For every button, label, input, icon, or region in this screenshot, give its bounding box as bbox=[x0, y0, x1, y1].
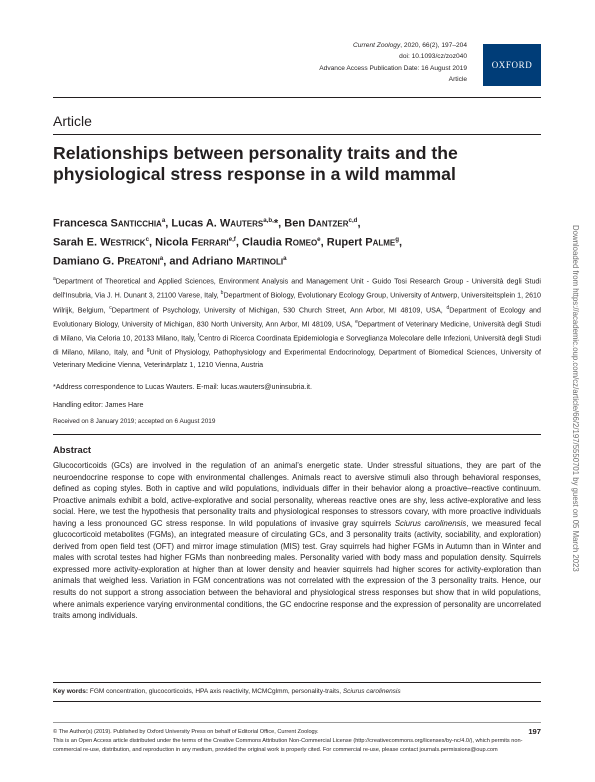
affiliation-text: Department of Theoretical and Applied Sciences, Environment Analysis and Management Unit - Guido Tosi Research Group - Università degli Studi dell'Insubria, Via J. H. Dunant 3, 21100 Varese, Italy, bbox=[53, 277, 541, 300]
author-affiliation-mark: a bbox=[159, 255, 164, 263]
author-separator: , bbox=[235, 236, 242, 249]
abstract-body: Glucocorticoids (GCs) are involved in the regulation of an animal’s energetic state. Under stressful situations, they are part of the neuroendocrine response to cope with environmental challenges. Animals react to aversive stimuli also through behavioral responses, defined as coping styles. Both in captive and wild populations, individuals differ in their behavior along a proactive–reactive continuum. Proactive animals exhibit a bold, active-explorative and social personality, whereas reactive ones are shy, less active-explorative and less social. Here, we test the hypothesis that personality traits and physiological responses to stressors covary, with more proactive individuals having a less pronounced GC stress response. In wild populations of invasive gray squirrels Sciurus carolinensis, we measured fecal glucocorticoid metabolites (FGMs), an integrated measure of circulating GCs, and 3 personality traits (activity, sociability, and exploration) derived from open field test (OFT) and mirror image stimulation (MIS) test. Gray squirrels had higher FGMs in Autumn than in Winter and males with scrotal testes had higher FGMs than nonbreeding males. Personality varied with body mass and population density. Squirrels expressed more activity-exploration at higher than at lower density and heavier squirrels had higher scores for activity-exploration than animals that weighed less. Variation in FGM concentrations was not correlated with the expression of the 3 personality traits. Hence, our results do not support a strong association between the behavioral and physiological stress responses but show that in wild populations, where animals experience varying environmental conditions, the GC endocrine response and the expression of personality are uncorrelated traits among individuals. bbox=[53, 461, 541, 621]
author-given-name: Damiano G. bbox=[53, 255, 118, 268]
affiliation-mark: d bbox=[446, 304, 450, 311]
author-given-name: Sarah E. bbox=[53, 236, 101, 249]
author-affiliation-mark: e,f bbox=[228, 236, 236, 244]
journal-meta bbox=[319, 40, 467, 86]
footer bbox=[53, 728, 541, 754]
author-line-2 bbox=[53, 232, 483, 251]
author-given-name: Francesca bbox=[53, 217, 111, 230]
author-line-3 bbox=[53, 251, 483, 270]
affiliation-text: Centro di Ricerca Coordinata Epidemiologia e Sorveglianza Molecolare delle Infezioni, Università degli Studi di Milano, Milano, Italy, and bbox=[53, 334, 541, 357]
download-notice: Downloaded from https://academic.oup.com/cz/article/66/2/197/5550701 by guest on 05 March 2023 bbox=[571, 225, 580, 572]
author-affiliation-mark: e bbox=[317, 236, 321, 244]
author-given-name: Lucas A. bbox=[171, 217, 220, 230]
author-separator: , bbox=[399, 236, 403, 249]
author-surname: Ferrari bbox=[191, 236, 229, 249]
author-affiliation-mark: c,d bbox=[348, 217, 358, 224]
affiliation-text: Department of Veterinary Medicine, Università degli Studi di Milano, Via Celoria 10, 20133 Milano, Italy, bbox=[53, 320, 541, 343]
affiliation-mark: c bbox=[109, 304, 112, 311]
journal-section: Article bbox=[448, 76, 467, 84]
author-separator: *, bbox=[273, 217, 285, 230]
license: This is an Open Access article distributed under the terms of the Creative Commons Attribution Non-Commercial License (http://creativecommons.org/licenses/by-nc/4.0/), which permits non-commercial re-use, distribution, and reproduction in any medium, provided the original work is properly cited. For commercial re-use, please contact journals.permissions@oup.com bbox=[53, 737, 523, 753]
header-rule bbox=[53, 97, 541, 98]
author-affiliation-mark: c bbox=[145, 236, 150, 244]
received-dates: Received on 8 January 2019; accepted on 6 August 2019 bbox=[53, 418, 216, 425]
affiliation-text: Department of Psychology, University of Michigan, 530 Church Street, Ann Arbor, MI 48109, USA, bbox=[111, 305, 447, 314]
author-given-name: Ben bbox=[284, 217, 309, 230]
author-surname: Palme bbox=[365, 236, 396, 249]
footer-rule bbox=[53, 722, 541, 723]
author-separator: , bbox=[320, 236, 327, 249]
affiliation-text: Department of Ecology and Evolutionary Biology, University of Michigan, 830 North University, Ann Arbor, MI 48109, USA, bbox=[53, 305, 541, 329]
abstract-heading: Abstract bbox=[53, 444, 92, 455]
author-separator: , and bbox=[163, 255, 192, 268]
affiliation-mark: b bbox=[220, 290, 224, 297]
affiliation-text: Department of Biology, Evolutionary Ecology Group, University of Antwerp, Universiteitsplein 1, 2610 Wilrijk, Belgium, bbox=[53, 291, 541, 314]
keywords-rule-bottom bbox=[53, 701, 541, 702]
author-surname: Westrick bbox=[100, 236, 146, 249]
affiliation-text: Unit of Physiology, Pathophysiology and Experimental Endocrinology, Department of Biomedical Sciences, University of Veterinary Medicine Vienna, Veterinärplatz 1, 1210 Vienna, Austria bbox=[53, 348, 541, 369]
journal-citation: Current Zoology, 2020, 66(2), 197–204 bbox=[352, 42, 467, 49]
author-affiliation-mark: a bbox=[161, 217, 166, 224]
author-given-name: Rupert bbox=[326, 236, 366, 249]
affiliation-mark: g bbox=[146, 347, 150, 354]
author-separator: , bbox=[165, 217, 172, 230]
keywords-rule-top bbox=[53, 682, 541, 683]
copyright: © The Author(s) (2019). Published by Oxford University Press on behalf of Editorial Office, Current Zoology. bbox=[53, 729, 319, 735]
author-affiliation-mark: a,b, bbox=[263, 217, 274, 224]
page-number: 197 bbox=[528, 727, 541, 736]
abstract-rule bbox=[53, 434, 541, 435]
author-surname: Romeo bbox=[284, 236, 318, 249]
journal-doi: doi: 10.1093/cz/zoz040 bbox=[399, 53, 467, 61]
author-surname: Martinoli bbox=[236, 255, 284, 268]
advance-access-date: Advance Access Publication Date: 16 August 2019 bbox=[319, 64, 467, 72]
correspondence: *Address correspondence to Lucas Wauters. E-mail: lucas.wauters@uninsubria.it. bbox=[53, 383, 313, 391]
author-affiliation-mark: g bbox=[395, 236, 400, 244]
affiliations bbox=[53, 274, 541, 372]
author-list bbox=[53, 213, 483, 270]
oxford-logo: OXFORD bbox=[483, 44, 541, 86]
keywords: Key words: FGM concentration, glucocorticoids, HPA axis reactivity, MCMCglmm, personality-traits, Sciurus carolinensis bbox=[53, 688, 401, 695]
author-affiliation-mark: a bbox=[283, 255, 287, 263]
author-separator: , bbox=[149, 236, 156, 249]
affiliation-mark: f bbox=[197, 333, 200, 340]
author-line-1 bbox=[53, 213, 483, 232]
author-given-name: Claudia bbox=[241, 236, 285, 249]
handling-editor: Handling editor: James Hare bbox=[53, 401, 144, 409]
author-separator: , bbox=[357, 217, 361, 230]
title-rule bbox=[53, 134, 541, 135]
article-type: Article bbox=[53, 113, 92, 129]
author-surname: Santicchia bbox=[110, 217, 162, 230]
author-surname: Wauters bbox=[219, 217, 264, 230]
author-given-name: Nicola bbox=[155, 236, 192, 249]
author-given-name: Adriano bbox=[191, 255, 237, 268]
article-title: Relationships between personality traits and the physiological stress response in a wild mammal bbox=[53, 143, 458, 185]
affiliation-mark: e bbox=[355, 318, 358, 325]
author-surname: Preatoni bbox=[117, 255, 160, 268]
author-surname: Dantzer bbox=[308, 217, 349, 230]
affiliation-mark: a bbox=[53, 276, 56, 282]
